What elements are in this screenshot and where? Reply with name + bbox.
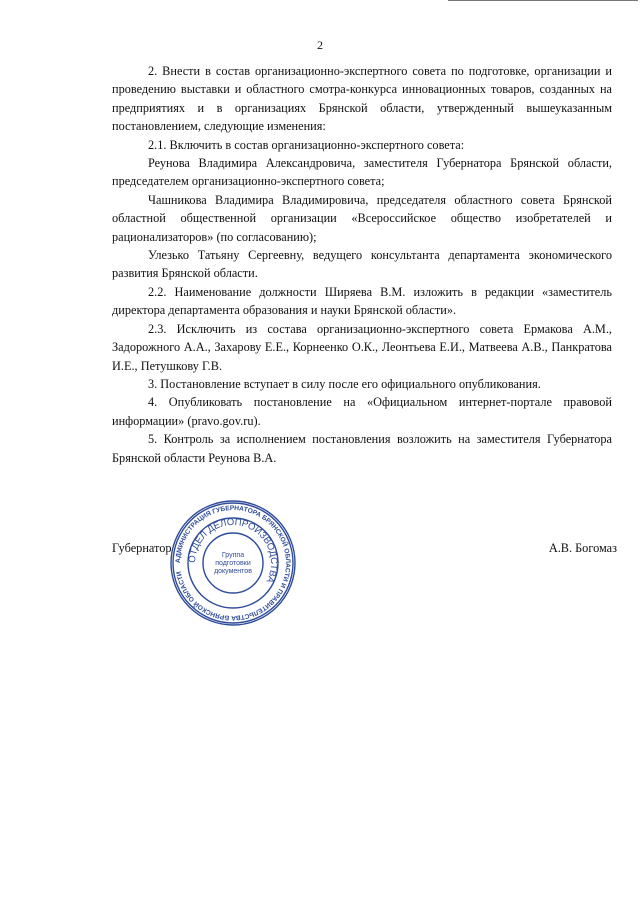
document-body <box>112 62 612 467</box>
top-rule <box>448 0 638 1</box>
official-seal-stamp <box>168 498 298 628</box>
signature-block <box>110 504 617 622</box>
page-number: 2 <box>317 38 323 52</box>
paragraph: 5. Контроль за исполнением постановления возложить на заместителя Губернатора Брянской области Реунова В.А. <box>112 432 612 465</box>
paragraph: Чашникова Владимира Владимировича, председателя областного совета Брянской областной общественной организации «Всероссийское общество изобретателей и рационализаторов» (по согласованию); <box>112 192 612 244</box>
signatory-title: Губернатор <box>112 541 172 555</box>
seal-center-line: подготовки <box>215 560 251 567</box>
paragraph: Реунова Владимира Александровича, заместителя Губернатора Брянской области, председателем организационно-экспертного совета; <box>112 156 612 189</box>
paragraph: 2.3. Исключить из состава организационно-экспертного совета Ермакова А.М., Задорожного А.А., Захарову Е.Е., Корнеенко О.К., Леонтьева Е.И., Матвеева А.В., Панкратова И.Е., Петушкову Г.В. <box>112 321 612 373</box>
paragraph: 4. Опубликовать постановление на «Официальном интернет-портале правовой информации» (pravo.gov.ru). <box>112 395 612 428</box>
seal-center-line: Группа <box>221 552 245 559</box>
seal-center-line: документов <box>214 568 252 575</box>
paragraph: 2. Внести в состав организационно-экспертного совета по подготовке, организации и проведению выставки и областного смотра-конкурса инновационных товаров, созданных на предприятиях и в организациях Брянской области, утвержденный вышеуказанным постановлением, следующие изменения: <box>112 64 612 134</box>
signatory-name: А.В. Богомаз <box>548 541 617 555</box>
paragraph: Улезько Татьяну Сергеевну, ведущего консультанта департамента экономического развития Брянской области. <box>112 248 612 281</box>
seal-middle-text: ОТДЕЛ ДЕЛОПРОИЗВОДСТВА <box>186 516 280 585</box>
paragraph: 2.2. Наименование должности Ширяева В.М. изложить в редакции «заместитель директора департамента образования и науки Брянской области». <box>112 284 612 318</box>
paragraph: 2.1. Включить в состав организационно-экспертного совета: <box>148 137 465 152</box>
paragraph: 3. Постановление вступает в силу после его официального опубликования. <box>148 376 541 391</box>
seal-outer-text: АДМИНИСТРАЦИЯ ГУБЕРНАТОРА БРЯНСКОЙ ОБЛАСТИ И ПРАВИТЕЛЬСТВА БРЯНСКОЙ ОБЛАСТИ <box>174 504 292 622</box>
